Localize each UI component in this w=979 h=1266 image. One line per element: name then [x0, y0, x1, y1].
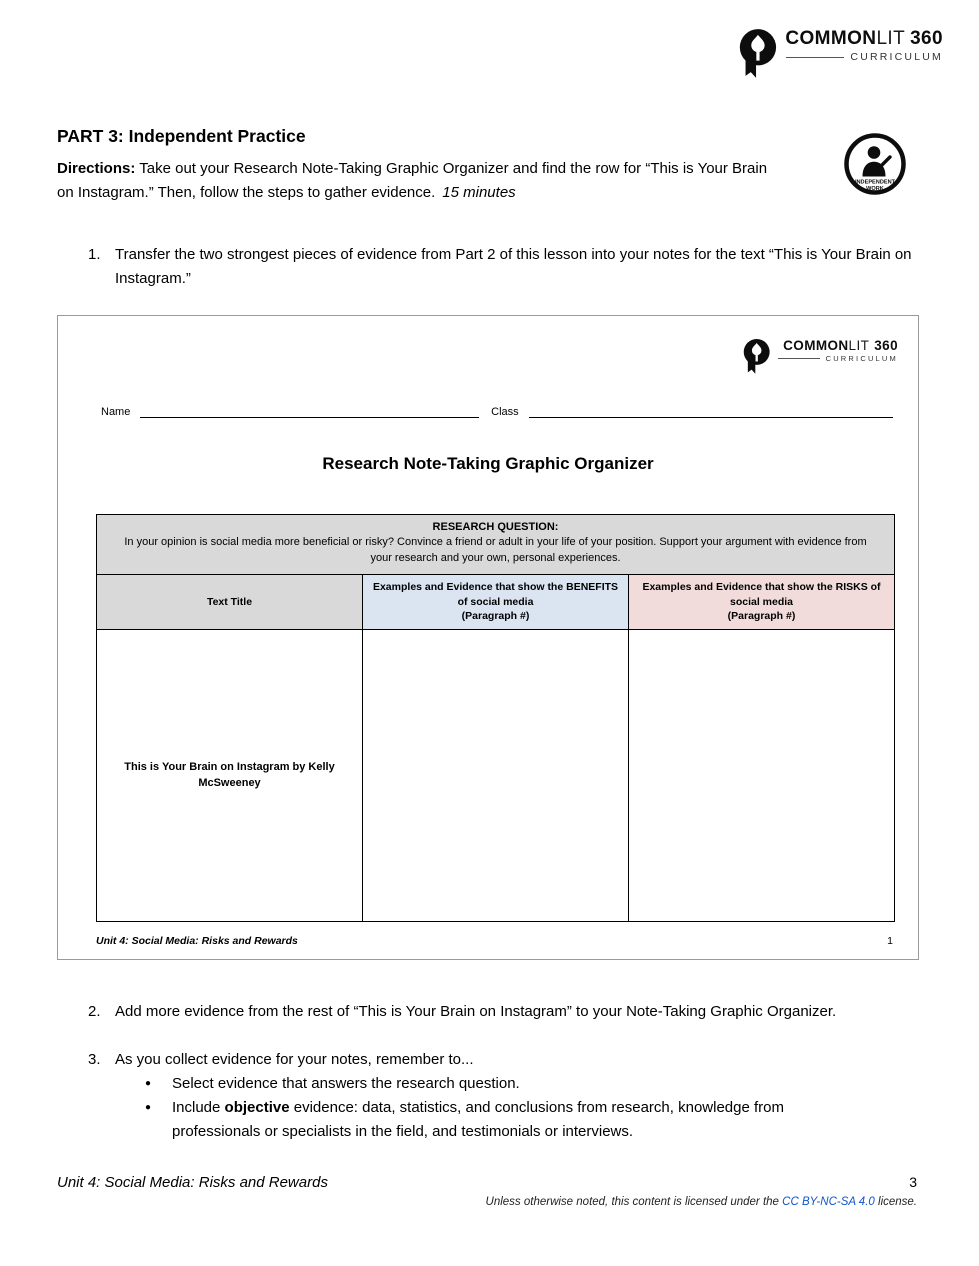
directions-label: Directions: [57, 160, 136, 177]
step-3 [88, 1048, 933, 1072]
logo-wordmark [785, 28, 943, 63]
footer-unit-title: Unit 4: Social Media: Risks and Rewards [57, 1174, 328, 1191]
worksheet-title: Research Note-Taking Graphic Organizer [322, 454, 654, 473]
bullet-2-bold: objective [224, 1099, 290, 1116]
row-text-title-cell: This is Your Brain on Instagram by Kelly McSweeney [97, 630, 363, 922]
worksheet-logo-curriculum-text: CURRICULUM [825, 354, 898, 363]
worksheet-torch-icon [741, 338, 771, 379]
logo-curriculum-text: CURRICULUM [850, 51, 943, 63]
name-label: Name [101, 406, 131, 418]
step-2-number: 2. [88, 1003, 101, 1020]
step-2 [88, 1000, 933, 1024]
embedded-worksheet [57, 315, 919, 960]
research-question-cell [97, 515, 895, 575]
page-footer [57, 1174, 917, 1191]
license-suffix: license. [874, 1196, 917, 1208]
page-title: PART 3: Independent Practice [57, 126, 306, 146]
logo-360-text: 360 [910, 28, 943, 49]
worksheet-commonlit-logo [741, 338, 898, 379]
class-blank-line [529, 404, 893, 418]
note-taking-table [96, 514, 895, 922]
license-link[interactable]: CC BY-NC-SA 4.0 [782, 1196, 875, 1208]
worksheet-logo-lit-text: LIT [848, 338, 870, 353]
step-3-number: 3. [88, 1051, 101, 1068]
logo-common-text: COMMON [785, 28, 877, 49]
column-header-benefits-label: Examples and Evidence that show the BENEFITS of social media [372, 581, 619, 608]
time-estimate: 15 minutes [442, 184, 516, 202]
independent-work-icon [843, 132, 907, 196]
bullet-dot-icon: ● [145, 1102, 152, 1113]
independent-work-badge [843, 132, 907, 196]
column-header-text-title-label: Text Title [206, 595, 253, 608]
row-risks-cell [629, 630, 895, 922]
name-blank-line [140, 404, 479, 418]
worksheet-logo-common-text: COMMON [783, 338, 849, 353]
commonlit-torch-icon [736, 28, 778, 83]
worksheet-footer-unit: Unit 4: Social Media: Risks and Rewards [96, 935, 298, 947]
bullet-2-text [172, 1096, 857, 1144]
step-1 [88, 243, 916, 291]
bullet-item [145, 1072, 857, 1096]
worksheet-logo-wordmark [778, 338, 898, 363]
license-prefix: Unless otherwise noted, this content is licensed under the [485, 1196, 783, 1208]
directions-text: Take out your Research Note-Taking Graphic Organizer and find the row for “This is Your Brain on Instagram.” Then, follow the steps to gather evidence. [57, 160, 768, 202]
commonlit-360-logo [736, 28, 943, 83]
column-header-benefits-sub: (Paragraph #) [461, 610, 530, 623]
bullet-item [145, 1096, 857, 1144]
worksheet-logo-divider-line [778, 358, 820, 359]
name-class-row [101, 404, 893, 418]
column-header-risks [629, 575, 895, 630]
worksheet-page-number: 1 [887, 935, 893, 947]
table-row [97, 630, 895, 922]
step-2-text: Add more evidence from the rest of “This is Your Brain on Instagram” to your Note-Taking Graphic Organizer. [115, 1003, 837, 1020]
research-question-text: In your opinion is social media more beneficial or risky? Convince a friend or adult in your life of your position. Support your argument with evidence from your research and your own, personal experiences. [124, 536, 867, 564]
column-header-risks-label: Examples and Evidence that show the RISKS of social media [642, 581, 881, 608]
badge-label-bottom: WORK [866, 186, 884, 192]
license-line [486, 1196, 917, 1208]
bullet-1-text: Select evidence that answers the research question. [172, 1075, 520, 1092]
logo-lit-text: LIT [876, 28, 906, 49]
row-benefits-cell [363, 630, 629, 922]
column-header-text-title [97, 575, 363, 630]
step-3-text: As you collect evidence for your notes, remember to... [115, 1051, 474, 1068]
step-3-bullets [145, 1072, 857, 1144]
research-question-heading: RESEARCH QUESTION: [432, 521, 559, 533]
class-label: Class [491, 406, 519, 418]
footer-page-number: 3 [909, 1174, 917, 1190]
bullet-dot-icon: ● [145, 1078, 152, 1089]
column-header-risks-sub: (Paragraph #) [727, 610, 796, 623]
column-header-benefits [363, 575, 629, 630]
worksheet-footer [96, 935, 893, 947]
step-1-number: 1. [88, 246, 101, 263]
logo-divider-line [786, 57, 844, 58]
badge-label-top: INDEPENDENT [854, 179, 896, 186]
bullet-2-prefix: Include [172, 1099, 225, 1116]
worksheet-logo-360-text: 360 [874, 338, 898, 353]
step-1-text: Transfer the two strongest pieces of evidence from Part 2 of this lesson into your notes for the text “This is Your Brain on Instagram.” [115, 246, 912, 287]
bullet-2-suffix: evidence: data, statistics, and conclusions from research, knowledge from professionals or specialists in the field, and testimonials or interviews. [172, 1099, 784, 1140]
directions-paragraph [57, 157, 773, 206]
